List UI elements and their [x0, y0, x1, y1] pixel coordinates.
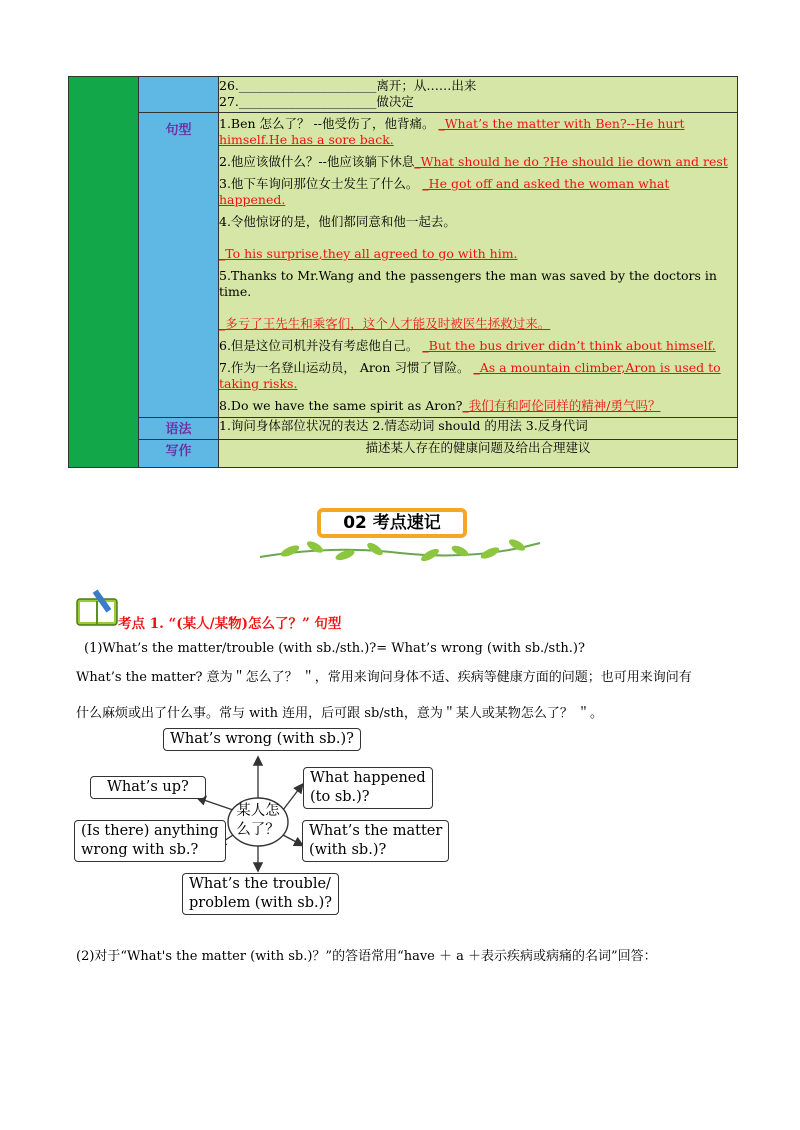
green-column: [69, 77, 139, 468]
paragraph-3: (2)对于“What's the matter (with sb.)？”的答语常用“have ＋ a ＋表示疾病或病痛的名词”回答：: [76, 949, 657, 964]
paragraph-2-line-2: 什么麻烦或出了什么事。常与 with 连用，后可跟 sb/sth，意为＂某人或某物怎么了？ ＂。: [76, 706, 604, 721]
sentence-answer: _To his surprise,they all agreed to go with him.: [219, 246, 518, 261]
sentence-question: 6.但是这位司机并没有考虑他自己。: [219, 338, 419, 353]
mindmap-text: What’s up?: [107, 779, 189, 795]
vocab-meaning: 做决定: [376, 94, 414, 109]
sentence-question: 8.Do we have the same spirit as Aron?: [219, 398, 463, 413]
mindmap-box-right-up: [303, 767, 433, 809]
mindmap-text: What happened: [310, 770, 426, 786]
writing-label: 写作: [165, 444, 192, 459]
vocab-blank: ______________________: [238, 78, 377, 93]
sentence-answer: _What’s the matter with Ben?--He hurt himself.He has a sore back.: [219, 116, 685, 147]
grammar-cell: [219, 418, 738, 440]
mindmap-text: (with sb.)?: [309, 842, 387, 858]
vocab-label-cell: [139, 77, 219, 113]
mindmap-box-left-down: [74, 820, 226, 862]
mindmap-box-bottom: [182, 873, 339, 915]
sentence-answer: _He got off and asked the woman what happened.: [219, 176, 670, 207]
sentence-item: [219, 357, 737, 395]
section-banner: [317, 508, 467, 538]
mindmap-text: (to sb.)?: [310, 789, 370, 805]
vocab-blank: ______________________: [238, 94, 377, 109]
mindmap-text: What’s the matter: [309, 823, 443, 839]
sentence-label: 句型: [165, 123, 192, 138]
sentence-question: 3.他下车询问那位女士发生了什么。: [219, 176, 419, 191]
banner-title: 02 考点速记: [343, 513, 441, 533]
sentence-item: [219, 173, 737, 211]
mindmap-box-left-up: [90, 776, 206, 799]
section-heading: 考点 1. “(某人/某物)怎么了？” 句型: [118, 616, 342, 632]
mindmap-center: 某人怎么了？: [236, 803, 280, 838]
sentence-answer: _What should he do ?He should lie down and rest: [414, 154, 728, 169]
sentence-item: [219, 113, 737, 151]
knowledge-table: [68, 76, 738, 468]
sentence-item: [219, 265, 737, 335]
sentence-answer: _But the bus driver didn’t think about himself.: [422, 338, 716, 353]
sentence-item: [219, 211, 737, 265]
sentence-question: 7.作为一名登山运动员， Aron 习惯了冒险。: [219, 360, 470, 375]
sentence-item: [219, 395, 737, 417]
mindmap-text: wrong with sb.?: [81, 842, 199, 858]
grammar-text: 1.询问身体部位状况的表达 2.情态动词 should 的用法 3.反身代词: [219, 418, 588, 433]
sentence-answer: _As a mountain climber,Aron is used to taking risks.: [219, 360, 721, 391]
vocab-num: 26.: [219, 78, 239, 93]
sentence-question: 4.令他惊讶的是，他们都同意和他一起去。: [219, 214, 456, 229]
sentence-cell: [219, 113, 738, 418]
vocab-meaning: 离开；从……出来: [376, 78, 477, 93]
sentence-answer: _我们有和阿伦同样的精神/勇气吗？: [462, 398, 661, 413]
grammar-label: 语法: [165, 422, 192, 437]
grammar-label-cell: [139, 418, 219, 440]
sentence-question: 5.Thanks to Mr.Wang and the passengers the man was saved by the doctors in time.: [219, 268, 717, 299]
book-pencil-icon: [76, 589, 118, 627]
paragraph-2-line-1: What’s the matter? 意为＂怎么了？ ＂，常用来询问身体不适、疾病等健康方面的问题；也可用来询问有: [76, 670, 692, 685]
vocab-row: [219, 78, 737, 94]
sentence-item: [219, 151, 737, 173]
mindmap-text: What’s the trouble/: [189, 876, 331, 892]
sentence-item: [219, 335, 737, 357]
mindmap-text: What’s wrong (with sb.)?: [170, 731, 354, 747]
writing-label-cell: [139, 440, 219, 468]
sentence-answer: _多亏了王先生和乘客们，这个人才能及时被医生拯救过来。: [219, 316, 551, 331]
paragraph-1: (1)What’s the matter/trouble (with sb./sth.)?= What’s wrong (with sb./sth.)?: [84, 641, 585, 656]
vocab-num: 27.: [219, 94, 239, 109]
mindmap-text: (Is there) anything: [81, 823, 219, 839]
mindmap-box-top: [163, 728, 361, 751]
vocab-row: [219, 94, 737, 110]
vocab-cell: [219, 77, 738, 113]
writing-cell: [219, 440, 738, 468]
writing-text: 描述某人存在的健康问题及给出合理建议: [365, 440, 591, 455]
sentence-question: 2.他应该做什么？--他应该躺下休息: [219, 154, 415, 169]
mindmap-box-right-down: [302, 820, 449, 862]
sentence-question: 1.Ben 怎么了？ --他受伤了，他背痛。: [219, 116, 435, 131]
mindmap-text: problem (with sb.)?: [189, 895, 333, 911]
sentence-label-cell: [139, 113, 219, 418]
